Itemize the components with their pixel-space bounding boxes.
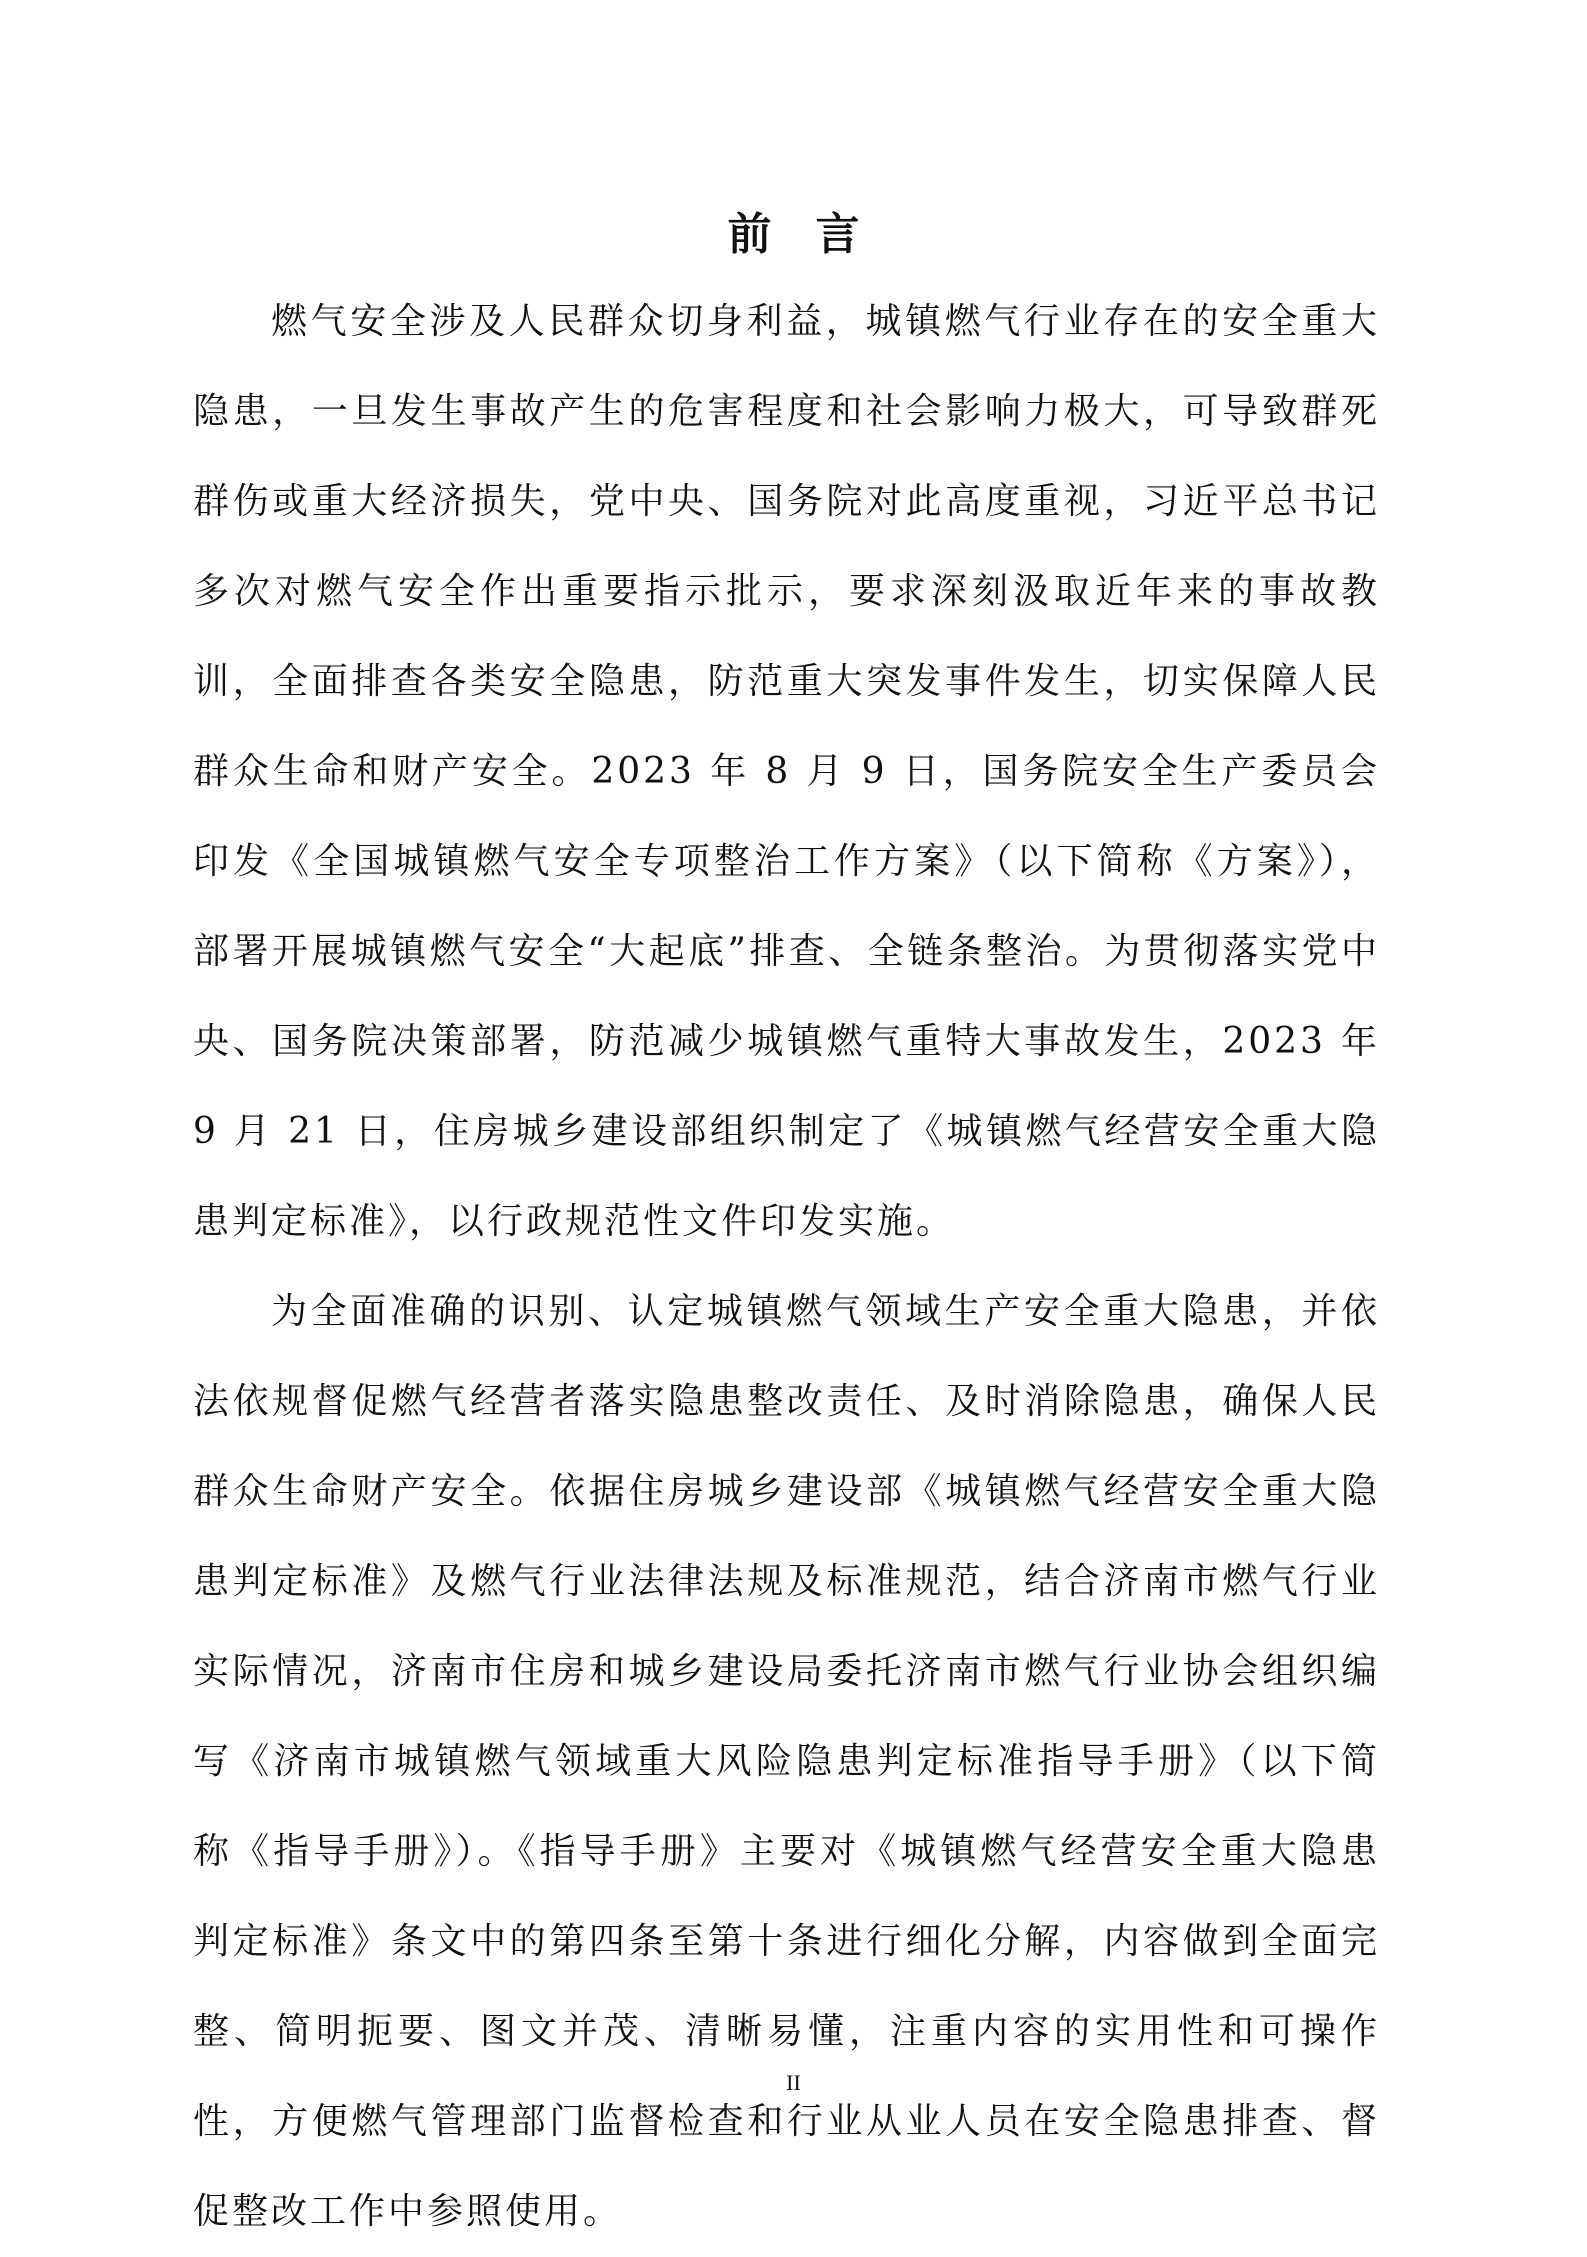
paragraph-1: 燃气安全涉及人民群众切身利益，城镇燃气行业存在的安全重大隐患，一旦发生事故产生的危害程度和社会影响力极大，可导致群死群伤或重大经济损失，党中央、国务院对此高度重视，习近平总书记多次对燃气安全作出重要指示批示，要求深刻汲取近年来的事故教训，全面排查各类安全隐患，防范重大突发事件发生，切实保障人民群众生命和财产安全。2023 年 8 月 9 日，国务院安全生产委员会印发《全国城镇燃气安全专项整治工作方案》（以下简称《方案》），部署开展城镇燃气安全“大起底”排查、全链条整治。为贯彻落实党中央、国务院决策部署，防范减少城镇燃气重特大事故发生，2023 年 9 月 21 日，住房城乡建设部组织制定了《城镇燃气经营安全重大隐患判定标准》，以行政规范性文件印发实施。 (193, 301, 1380, 1242)
paragraph-2: 为全面准确的识别、认定城镇燃气领域生产安全重大隐患，并依法依规督促燃气经营者落实隐患整改责任、及时消除隐患，确保人民群众生命财产安全。依据住房城乡建设部《城镇燃气经营安全重大隐患判定标准》及燃气行业法律法规及标准规范，结合济南市燃气行业实际情况，济南市住房和城乡建设局委托济南市燃气行业协会组织编写《济南市城镇燃气领域重大风险隐患判定标准指导手册》（以下简称《指导手册》）。《指导手册》主要对《城镇燃气经营安全重大隐患判定标准》条文中的第四条至第十条进行细化分解，内容做到全面完整、简明扼要、图文并茂、清晰易懂，注重内容的实用性和可操作性，方便燃气管理部门监督检查和行业从业人员在安全隐患排查、督促整改工作中参照使用。 (193, 1291, 1380, 2232)
preface-body (193, 277, 1380, 2257)
page-number: II (786, 2070, 801, 2095)
page-title: 前言 (727, 209, 904, 260)
